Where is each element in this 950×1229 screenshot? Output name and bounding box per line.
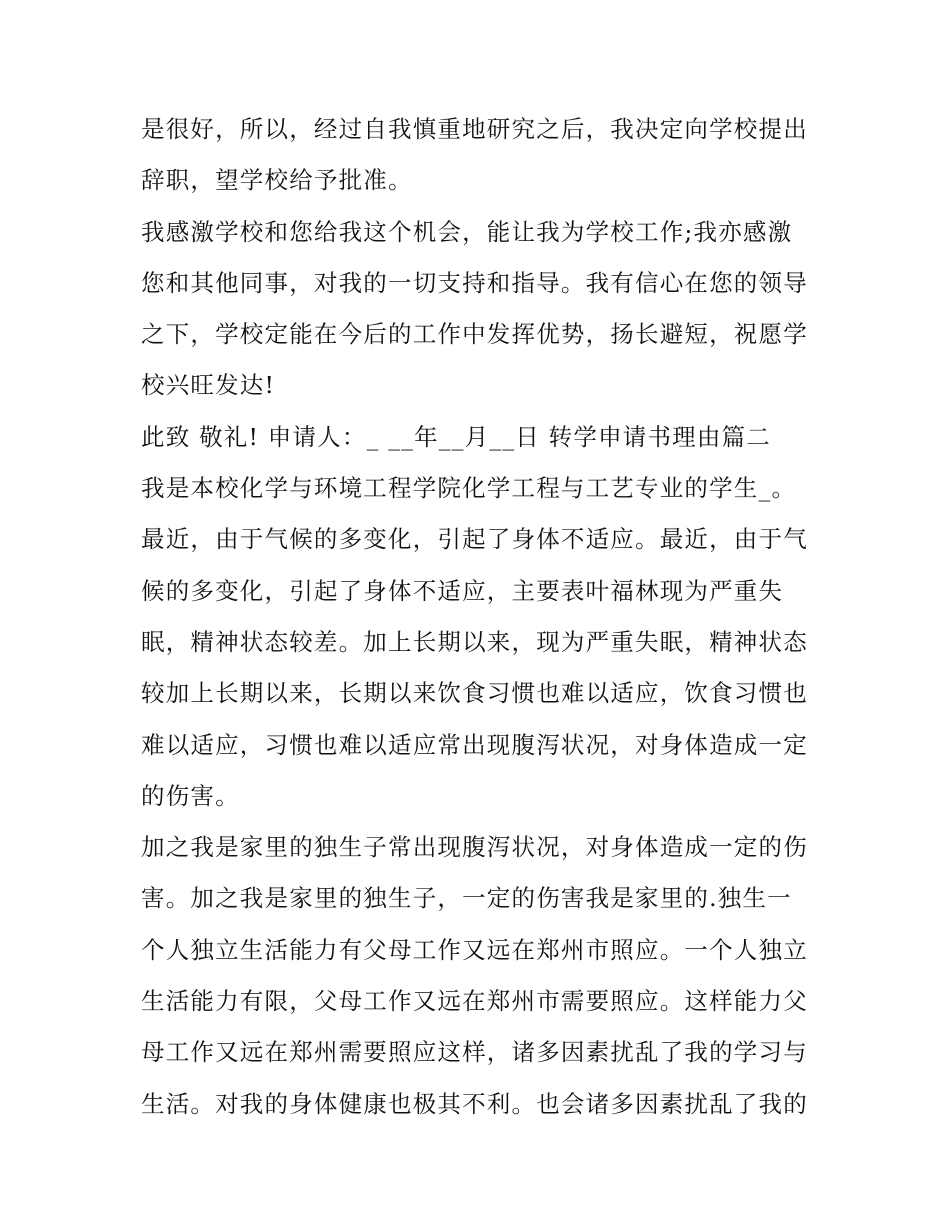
text-line: 的伤害。 — [141, 781, 240, 810]
text-line: 生活。对我的身体健康也极其不利。也会诸多因素扰乱了我的 — [141, 1089, 808, 1118]
text-line: 辞职，望学校给予批准。 — [141, 166, 413, 195]
text-line: 眠，精神状态较差。加上长期以来，现为严重失眠，精神状态 — [141, 627, 808, 656]
text-line: 您和其他同事，对我的一切支持和指导。我有信心在您的领导 — [141, 268, 808, 297]
text-line: 我是本校化学与环境工程学院化学工程与工艺专业的学生_。 — [141, 474, 797, 503]
text-line: 难以适应，习惯也难以适应常出现腹泻状况，对身体造成一定 — [141, 730, 808, 759]
text-line: 校兴旺发达! — [141, 371, 276, 400]
text-line: 是很好，所以，经过自我慎重地研究之后，我决定向学校提出 — [141, 115, 808, 143]
document-body — [141, 104, 821, 1130]
text-line: 生活能力有限，父母工作又远在郑州市需要照应。这样能力父 — [141, 987, 808, 1016]
text-line: 此致 敬礼! 申请人：_ __年__月__日 转学申请书理由篇二 — [141, 422, 771, 451]
text-line: 之下，学校定能在今后的工作中发挥优势，扬长避短，祝愿学 — [141, 320, 808, 349]
text-line: 害。加之我是家里的独生子，一定的伤害我是家里的.独生一 — [141, 884, 792, 913]
text-line: 候的多变化，引起了身体不适应，主要表叶福林现为严重失 — [141, 576, 784, 605]
text-line: 较加上长期以来，长期以来饮食习惯也难以适应，饮食习惯也 — [141, 679, 808, 708]
text-line: 最近，由于气候的多变化，引起了身体不适应。最近，由于气 — [141, 525, 808, 554]
text-line: 个人独立生活能力有父母工作又远在郑州市照应。一个人独立 — [141, 935, 808, 964]
text-line: 我感激学校和您给我这个机会，能让我为学校工作;我亦感激 — [141, 217, 793, 246]
text-line: 母工作又远在郑州需要照应这样，诸多因素扰乱了我的学习与 — [141, 1038, 808, 1067]
text-line: 加之我是家里的独生子常出现腹泻状况，对身体造成一定的伤 — [141, 833, 808, 862]
